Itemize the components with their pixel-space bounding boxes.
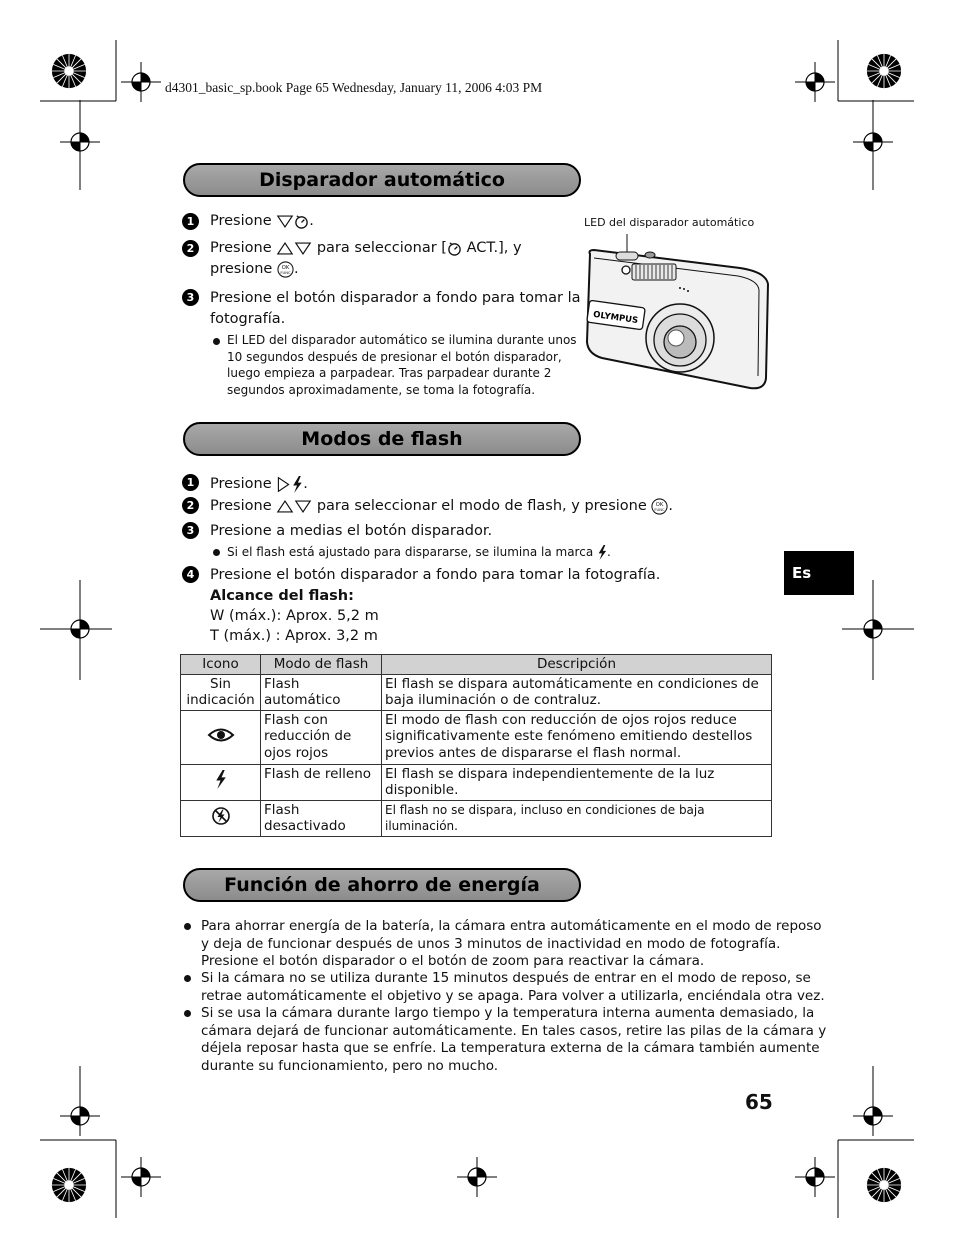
table-row <box>181 710 772 764</box>
section-title-power-save: Función de ahorro de energía <box>183 868 581 902</box>
self-timer-note: El LED del disparador automático se ilumina durante unos 10 segundos después de presionar el botón disparador, luego empieza a parpadear. Tras parpadear durante 2 segundos aproximadamente, se toma la fotografía. <box>227 333 577 397</box>
svg-text:OLYMPUS: OLYMPUS <box>592 309 639 327</box>
step-2-text: Presione para seleccionar [ ACT.], y presione . <box>210 240 522 277</box>
power-save-bullet-1: Para ahorrar energía de la batería, la cámara entra automáticamente en el modo de reposo y deja de funcionar después de unos 3 minutos de inactividad en modo de fotografía. Presione el botón disparador o el botón de zoom para reactivar la cámara. <box>201 918 822 969</box>
figure-label: LED del disparador automático <box>584 216 755 229</box>
table-cell-desc: El flash no se dispara, incluso en condiciones de baja iluminación. <box>382 800 772 836</box>
bullet-dot <box>184 923 191 930</box>
step-3-text: Presione el botón disparador a fondo para tomar la fotografía. <box>210 290 581 327</box>
power-save-bullet-2: Si la cámara no se utiliza durante 15 minutos después de entrar en el modo de reposo, se retrae automáticamente el objetivo y se apaga. Para volver a utilizarla, enciéndala otra vez. <box>201 970 825 1004</box>
flash-step-3-text: Presione a medias el botón disparador. <box>210 523 493 539</box>
book-header: d4301_basic_sp.book Page 65 Wednesday, January 11, 2006 4:03 PM <box>165 80 543 95</box>
flash-bolt-icon <box>291 476 303 493</box>
up-arrow-icon <box>276 499 294 514</box>
self-timer-icon <box>294 214 309 229</box>
flash-bolt-icon <box>597 545 607 560</box>
down-arrow-icon <box>276 214 294 229</box>
page-number: 65 <box>745 1090 773 1114</box>
flash-range-w: W (máx.): Aprox. 5,2 m <box>210 608 379 624</box>
table-cell-desc: El flash se dispara automáticamente en condiciones de baja iluminación o de contraluz. <box>382 674 772 710</box>
power-save-bullet-3: Si se usa la cámara durante largo tiempo y la temperatura interna aumenta demasiado, la cámara dejará de funcionar automáticamente. En tales casos, retire las pilas de la cámara y déjela reposar hasta que se enfríe. La temperatura externa de la cámara también aumente durante su funcionamiento, pero no mucho. <box>201 1005 827 1074</box>
step-number: 1 <box>182 213 199 230</box>
ok-func-button-icon <box>277 261 294 278</box>
section-title-self-timer: Disparador automático <box>183 163 581 197</box>
table-cell-desc: El modo de flash con reducción de ojos rojos reduce significativamente este fenómeno emitiendo destellos previos antes de dispararse el flash normal. <box>382 710 772 764</box>
table-header-row <box>181 655 772 675</box>
down-arrow-icon <box>294 241 312 256</box>
flash-range-t: T (máx.) : Aprox. 3,2 m <box>210 628 378 644</box>
table-cell-mode: Flash con reducción de ojos rojos <box>261 710 382 764</box>
table-cell-icon <box>181 800 261 836</box>
red-eye-icon <box>207 726 235 744</box>
flash-step-2-text: Presione para seleccionar el modo de flash, y presione . <box>210 498 674 514</box>
table-cell-desc: El flash se dispara independientemente de la luz disponible. <box>382 764 772 800</box>
ok-func-button-icon <box>651 498 668 515</box>
up-arrow-icon <box>276 241 294 256</box>
flash-step-1-text: Presione . <box>210 476 308 492</box>
self-timer-icon <box>447 241 462 256</box>
table-cell-mode: Flash desactivado <box>261 800 382 836</box>
table-row <box>181 764 772 800</box>
flash-note: Si el flash está ajustado para dispararse, se ilumina la marca . <box>227 545 611 559</box>
flash-mode-table <box>180 654 772 837</box>
bullet-dot <box>184 1010 191 1017</box>
flash-range-title: Alcance del flash: <box>210 588 354 604</box>
bullet-dot <box>213 549 220 556</box>
table-cell-icon <box>181 764 261 800</box>
step-number: 1 <box>182 474 199 491</box>
step-number: 2 <box>182 240 199 257</box>
table-row <box>181 800 772 836</box>
step-number: 2 <box>182 497 199 514</box>
flash-step-4-text: Presione el botón disparador a fondo para tomar la fotografía. <box>210 567 661 583</box>
language-tab: Es <box>784 551 854 595</box>
bullet-dot <box>184 975 191 982</box>
flash-bolt-icon <box>214 770 227 789</box>
down-arrow-icon <box>294 499 312 514</box>
table-cell-mode: Flash de relleno <box>261 764 382 800</box>
table-row <box>181 674 772 710</box>
table-header: Descripción <box>382 655 772 675</box>
table-header: Icono <box>181 655 261 675</box>
table-cell-icon: Sin indicación <box>181 674 261 710</box>
step-number: 3 <box>182 289 199 306</box>
step-number: 4 <box>182 566 199 583</box>
table-header: Modo de flash <box>261 655 382 675</box>
flash-off-icon <box>211 806 231 826</box>
step-number: 3 <box>182 522 199 539</box>
step-1-text: Presione . <box>210 213 314 229</box>
table-cell-icon <box>181 710 261 764</box>
table-cell-mode: Flash automático <box>261 674 382 710</box>
section-title-flash-modes: Modos de flash <box>183 422 581 456</box>
right-arrow-icon <box>276 476 291 493</box>
camera-illustration <box>580 228 772 396</box>
bullet-dot <box>213 338 220 345</box>
